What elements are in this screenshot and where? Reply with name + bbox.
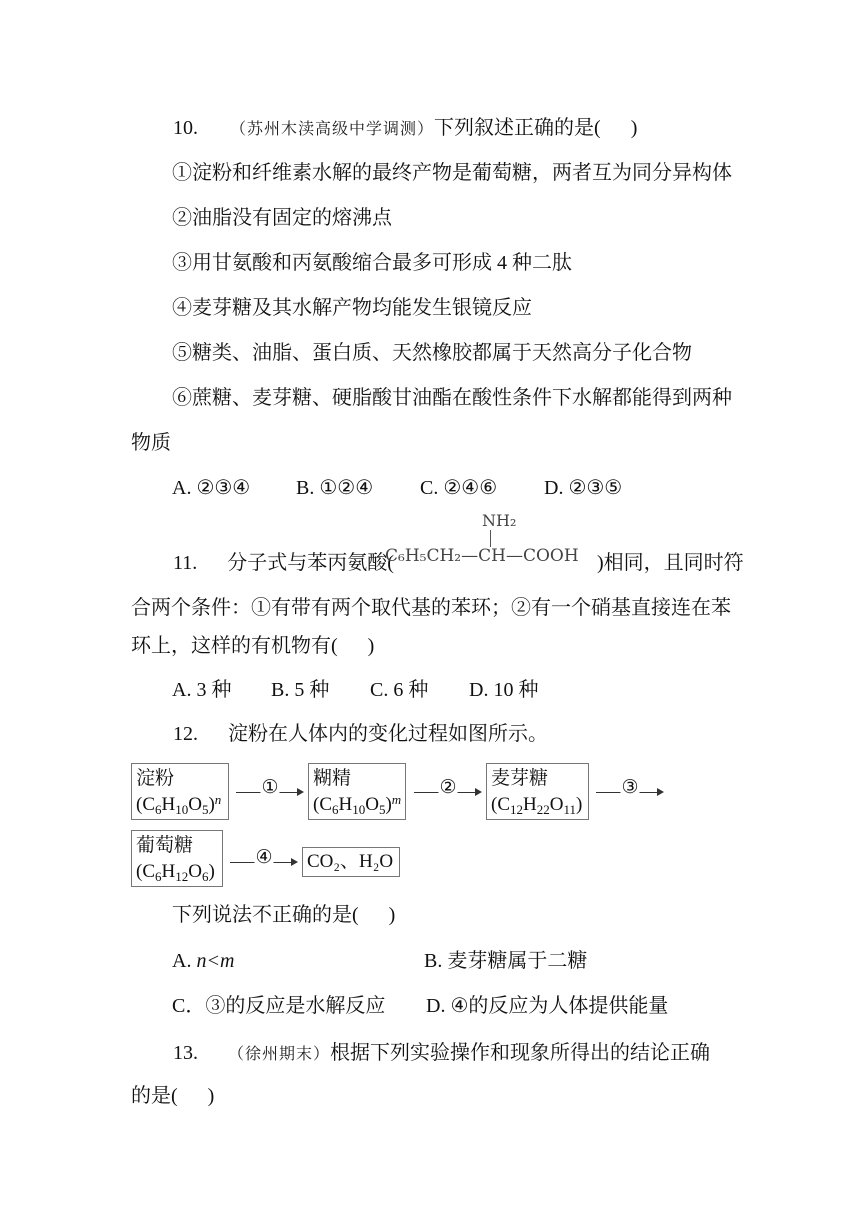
q12-ask: 下列说法不正确的是(: [172, 904, 359, 926]
box-glucose: [131, 830, 223, 887]
arrow-step-1-label: ①: [261, 777, 279, 798]
q11-option-c: C. 6 种: [370, 679, 429, 701]
box-glucose-formula: $(C_6H_{12}O_6)$: [136, 861, 215, 884]
q10-option-a: A. ②③④: [172, 477, 251, 499]
arrow-step-4-label: ④: [255, 847, 273, 868]
q13-number: 13.: [173, 1042, 198, 1064]
q11-options: [172, 678, 538, 702]
phenylalanine-bond-line: [490, 530, 491, 547]
q12-number: 12.: [173, 723, 198, 745]
q13-line-2b: ): [207, 1085, 215, 1107]
arrow-step-1: [236, 777, 304, 806]
box-maltose-formula: $(C_{12}H_{22}O_{11})$: [491, 794, 583, 817]
q10-source: （苏州木渎高级中学调测）: [230, 121, 435, 138]
q10-statement-1: ①淀粉和纤维素水解的最终产物是葡萄糖，两者互为同分异构体: [172, 162, 732, 184]
q10-statement-4: ④麦芽糖及其水解产物均能发生银镜反应: [172, 297, 532, 319]
box-glucose-name: 葡萄糖: [136, 835, 194, 856]
q11-option-b: B. 5 种: [271, 679, 330, 701]
q10-option-d: D. ②③⑤: [544, 477, 623, 499]
q13-source: （徐州期末）: [228, 1046, 331, 1063]
phenylalanine-formula: C₆H₅CH₂—CH—COOH: [385, 546, 579, 566]
q12-stem: 淀粉在人体内的变化过程如图所示。: [228, 723, 548, 745]
arrow-step-4: [230, 847, 298, 876]
q12-ask-line: [172, 903, 395, 927]
q12-option-a-expr: n<m: [196, 950, 235, 972]
box-starch-name: 淀粉: [136, 768, 175, 789]
q11-line-3: [131, 634, 374, 658]
arrow-step-3-label: ③: [621, 777, 639, 798]
q10-statement-2: ②油脂没有固定的熔沸点: [172, 207, 392, 229]
q10-stem-close: ): [630, 117, 638, 139]
box-maltose: [486, 763, 589, 820]
box-dextrin: [308, 763, 406, 820]
box-products-name: CO₂、H₂O: [307, 851, 394, 872]
q12-option-d: D. ④的反应为人体提供能量: [426, 995, 669, 1017]
q12-option-b: B. 麦芽糖属于二糖: [424, 950, 588, 972]
q10-statement-5: ⑤糖类、油脂、蛋白质、天然橡胶都属于天然高分子化合物: [172, 342, 692, 364]
q12-option-a-label: A.: [172, 950, 192, 972]
q10-option-c: C. ②④⑥: [420, 477, 498, 499]
q11-line-2: 合两个条件：①有带有两个取代基的苯环；②有一个硝基直接连在苯: [131, 597, 731, 619]
q10-statement-6: ⑥蔗糖、麦芽糖、硬脂酸甘油酯在酸性条件下水解都能得到两种: [172, 387, 732, 409]
arrow-step-2-label: ②: [439, 777, 457, 798]
q10-options: [172, 476, 622, 500]
phenylalanine-amino-group: NH₂: [482, 511, 517, 530]
box-starch-formula: $(C_6H_{10}O_5)^n$: [136, 792, 222, 817]
q12-ask-close: ): [388, 904, 396, 926]
arrow-step-3: [596, 777, 664, 806]
arrow-step-2: [414, 777, 482, 806]
q10-statement-3: ③用甘氨酸和丙氨酸缩合最多可形成 4 种二肽: [172, 252, 572, 274]
box-dextrin-name: 糊精: [313, 768, 352, 789]
box-dextrin-formula: $(C_6H_{10}O_5)^m$: [313, 792, 402, 817]
q10-stem-line: [173, 116, 637, 142]
q12-option-a: [172, 949, 234, 973]
q10-option-b: B. ①②④: [296, 477, 374, 499]
q12-option-c: C．③的反应是水解反应: [172, 995, 386, 1017]
q11-line-3b: ): [367, 635, 375, 657]
q11-stem-a: 分子式与苯丙氨酸(: [227, 552, 394, 574]
q11-line-3a: 环上，这样的有机物有(: [131, 635, 338, 657]
box-products: [302, 847, 400, 877]
q13-stem: 根据下列实验操作和现象所得出的结论正确: [330, 1042, 711, 1064]
q13-line-2: [131, 1084, 214, 1108]
q10-statement-6-cont: 物质: [131, 432, 171, 454]
q11-number: 11.: [173, 552, 198, 574]
box-starch: [131, 763, 229, 820]
q13-stem-line: [173, 1041, 710, 1067]
q10-stem: 下列叙述正确的是(: [434, 117, 601, 139]
box-maltose-name: 麦芽糖: [491, 768, 549, 789]
q11-option-d: D. 10 种: [469, 679, 539, 701]
q11-stem-b: )相同，且同时符: [596, 552, 744, 574]
q13-line-2a: 的是(: [131, 1085, 178, 1107]
q11-option-a: A. 3 种: [172, 679, 232, 701]
q12-stem-line: [173, 722, 548, 746]
q10-number: 10.: [173, 117, 198, 139]
